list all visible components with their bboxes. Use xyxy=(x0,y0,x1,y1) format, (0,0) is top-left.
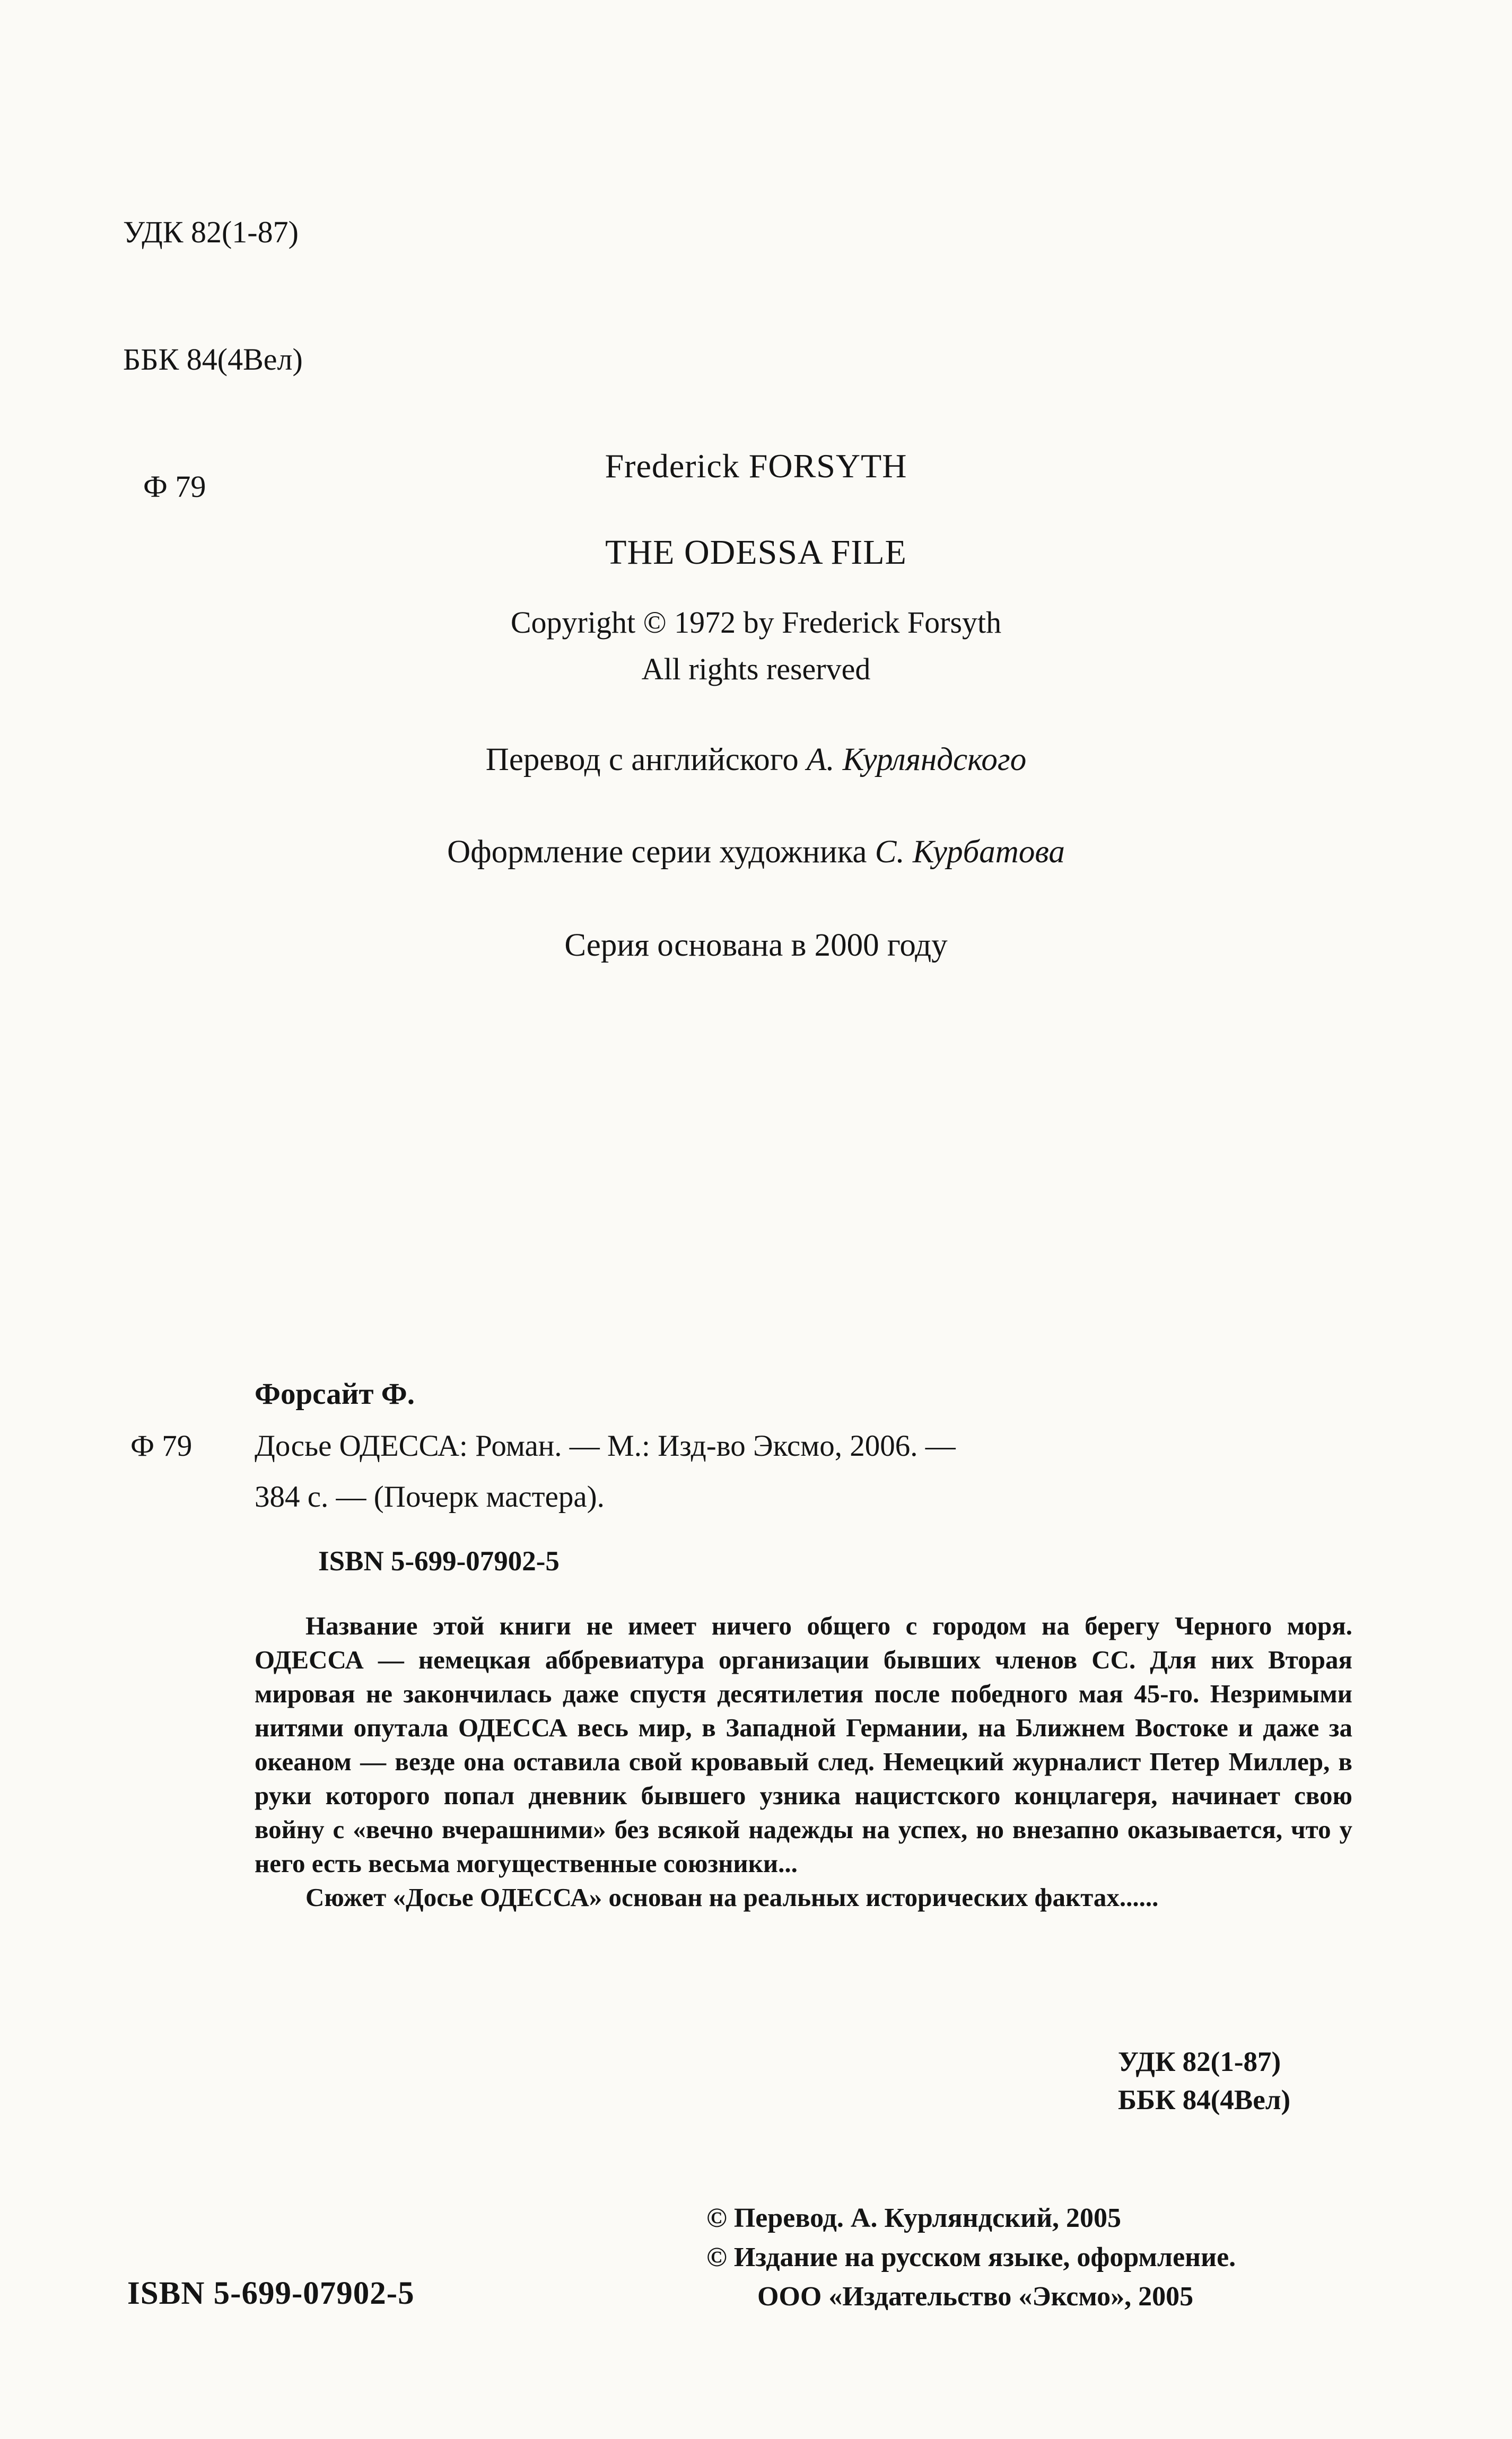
design-credit-prefix: Оформление серии художника xyxy=(447,834,875,870)
edition-copyright-line: © Издание на русском языке, оформление. xyxy=(706,2242,1236,2272)
publisher-copyright-line: ООО «Издательство «Эксмо», 2005 xyxy=(757,2281,1194,2312)
annotation-paragraph-2: Сюжет «Досье ОДЕССА» основан на реальных исторических фактах...... xyxy=(305,1883,1159,1912)
original-copyright-line: Copyright © 1972 by Frederick Forsyth xyxy=(510,605,1002,640)
translation-credit-prefix: Перевод с английского xyxy=(485,742,807,777)
catalog-index: Ф 79 xyxy=(130,1429,193,1463)
top-bibliographic-codes xyxy=(123,126,303,593)
original-author: Frederick FORSYTH xyxy=(605,447,907,485)
bbk-code: ББК 84(4Вел) xyxy=(123,342,303,377)
designer-name: С. Курбатова xyxy=(875,834,1065,870)
bottom-isbn: ISBN 5-699-07902-5 xyxy=(127,2276,415,2311)
udk-code: УДК 82(1-87) xyxy=(123,215,299,249)
translation-copyright-line: © Перевод. А. Курляндский, 2005 xyxy=(706,2203,1122,2233)
catalog-author: Форсайт Ф. xyxy=(255,1377,415,1411)
bottom-bibliographic-codes xyxy=(1118,2043,1290,2119)
author-index-code: Ф 79 xyxy=(143,469,206,504)
catalog-pages-line: 384 с. — (Почерк мастера). xyxy=(255,1480,605,1514)
rights-reserved-line: All rights reserved xyxy=(641,652,871,686)
design-credit xyxy=(0,834,1512,871)
catalog-isbn: ISBN 5-699-07902-5 xyxy=(318,1546,560,1577)
translator-name: А. Курляндского xyxy=(806,742,1027,777)
bottom-bbk-code: ББК 84(4Вел) xyxy=(1118,2085,1291,2115)
annotation-block xyxy=(255,1609,1352,1915)
bottom-udk-code: УДК 82(1-87) xyxy=(1118,2047,1281,2077)
catalog-title-line: Досье ОДЕССА: Роман. — М.: Изд-во Эксмо, 2006. — xyxy=(255,1429,956,1463)
series-founded-note: Серия основана в 2000 году xyxy=(564,928,948,963)
original-title: THE ODESSA FILE xyxy=(605,533,907,572)
translation-credit xyxy=(0,741,1512,779)
copyright-credits xyxy=(706,2199,1236,2316)
annotation-paragraph-1: Название этой книги не имеет ничего общего с городом на берегу Черного моря. ОДЕССА — немецкая аббревиатура организации бывших членов СС. Для них Вторая мировая не закончилась даже спустя десятилетия после победного мая 45-го. Незримыми нитями опутала ОДЕССА весь мир, в Западной Германии, на Ближнем Востоке и даже за океаном — везде она оставила свой кровавый след. Немецкий журналист Петер Миллер, в руки которого попал дневник бывшего узника нацистского концлагеря, начинает свою войну с «вечно вчерашними» без всякой надежды на успех, но внезапно оказывается, что у него есть весьма могущественные союзники... xyxy=(255,1611,1352,1878)
